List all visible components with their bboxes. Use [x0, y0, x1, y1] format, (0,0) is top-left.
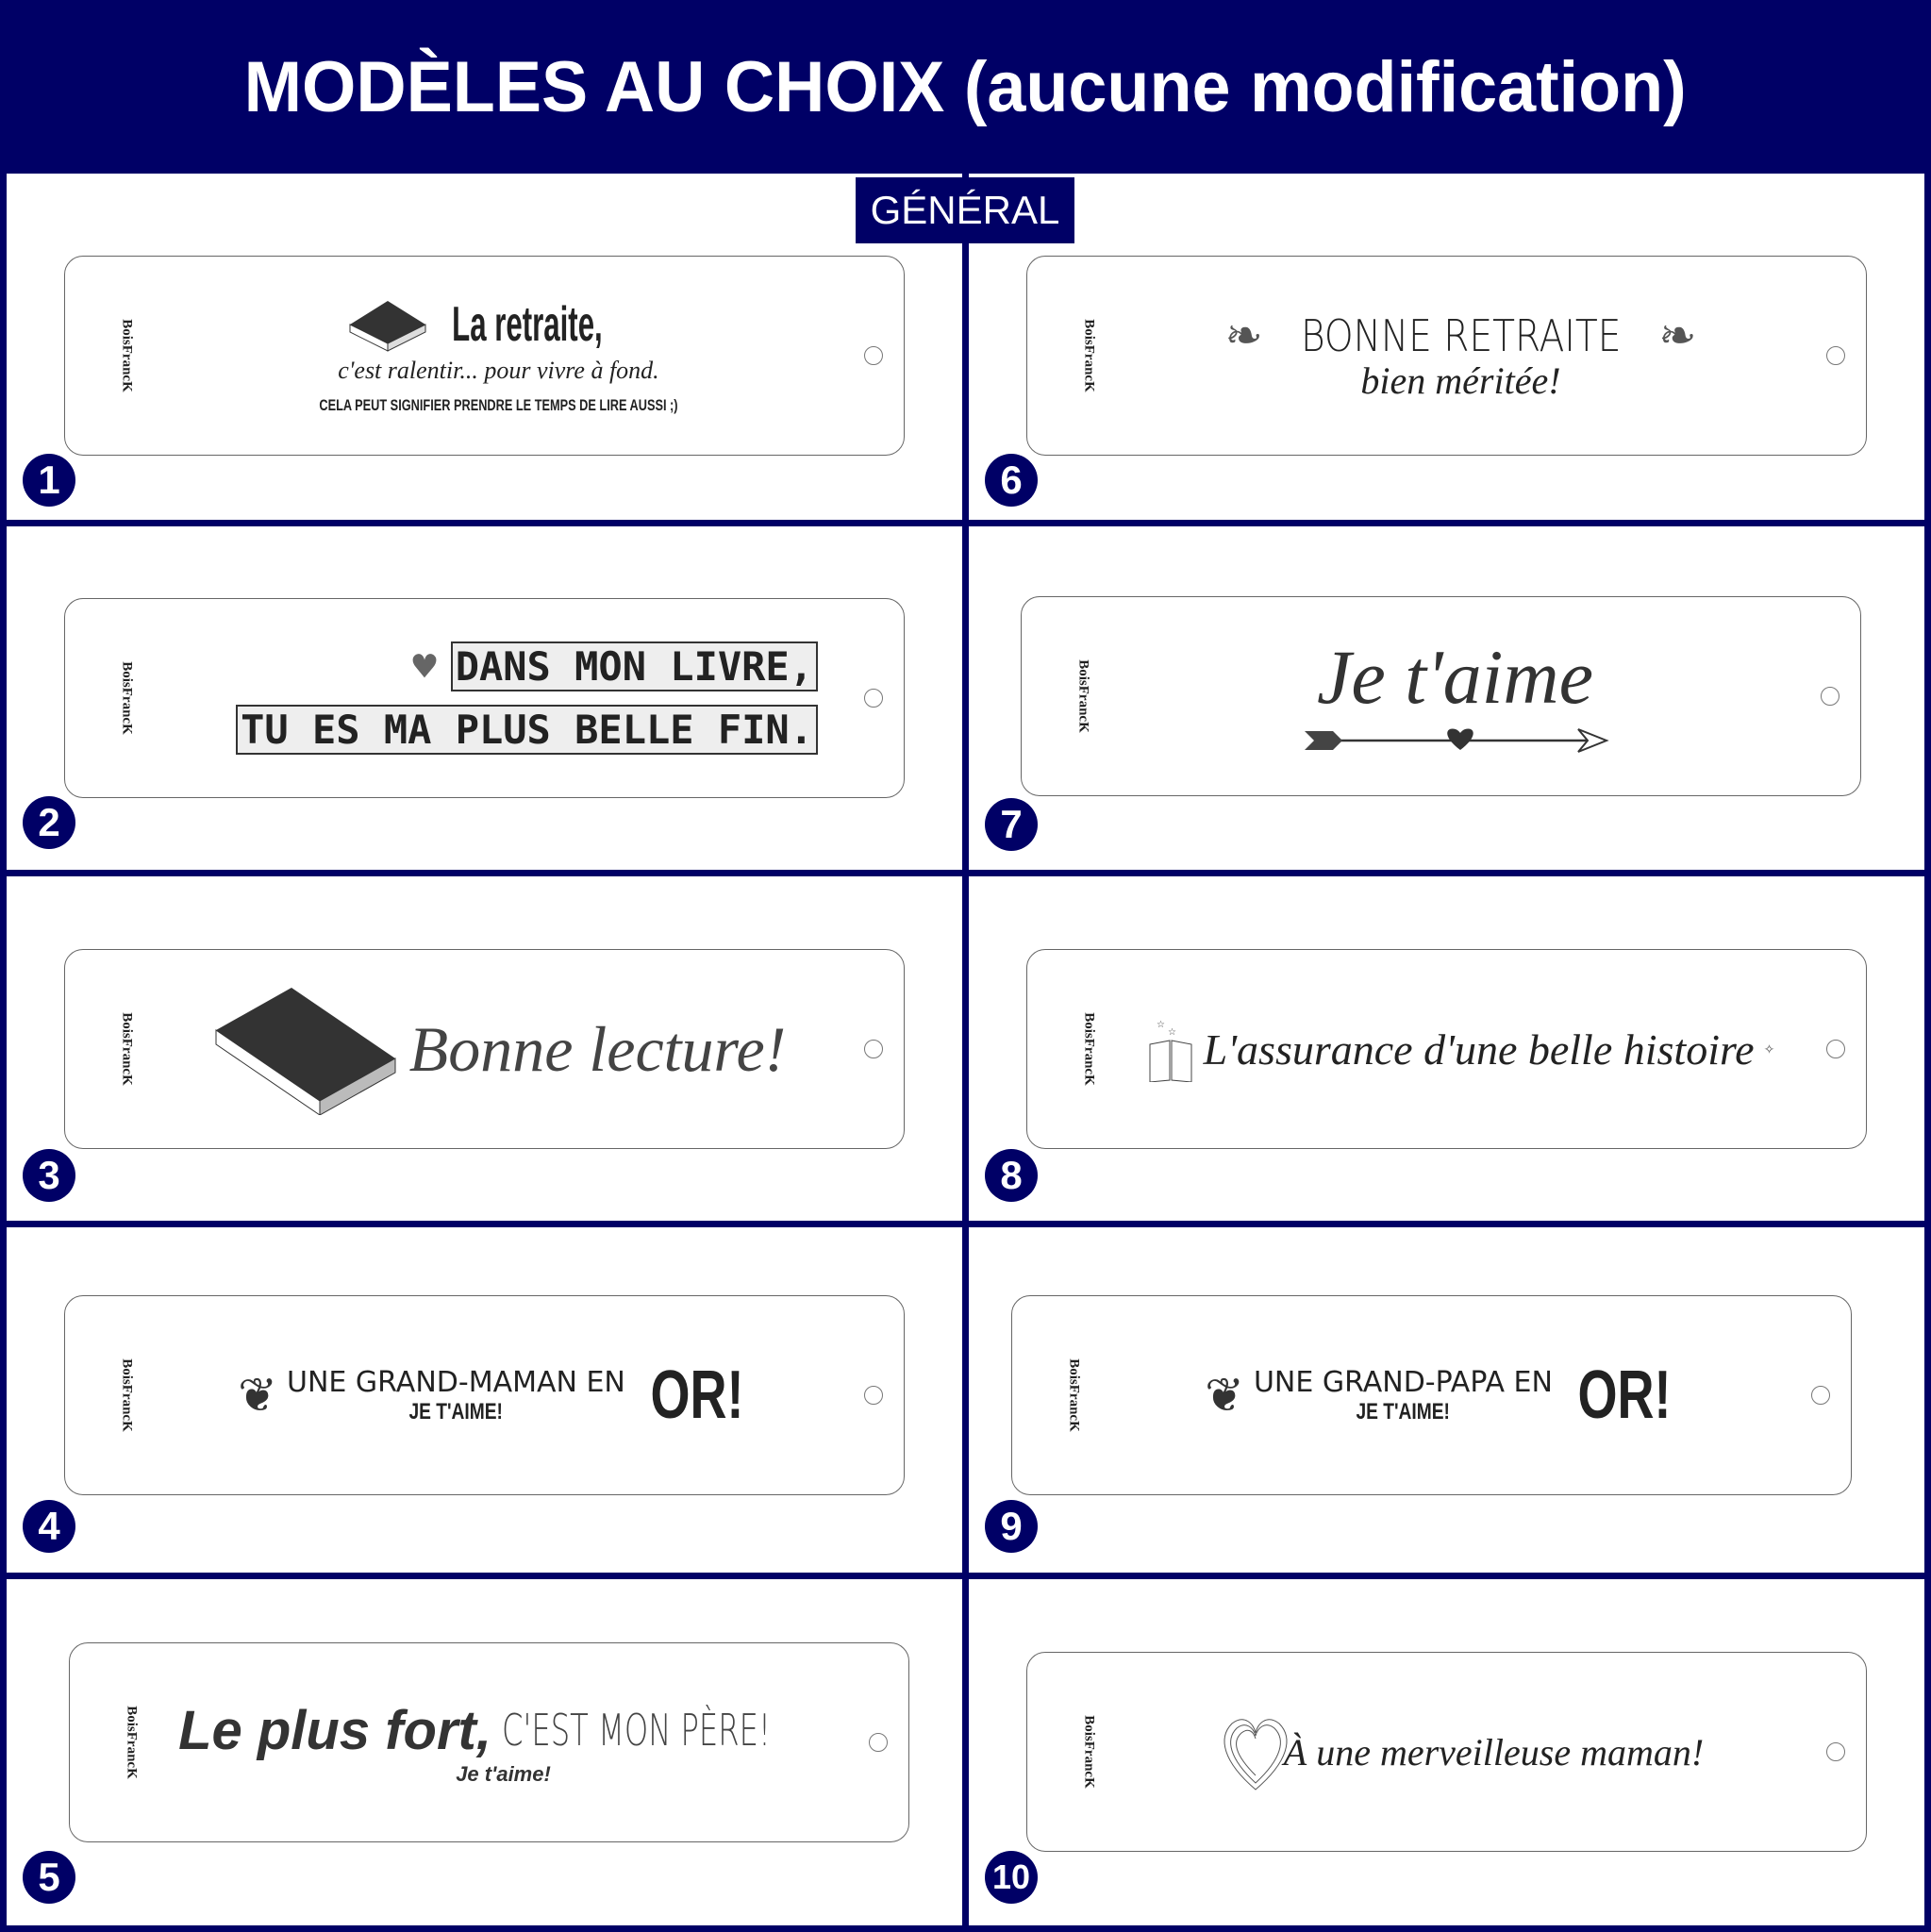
heart-icon: ♥ — [412, 643, 437, 690]
model-number-badge: 7 — [985, 798, 1038, 851]
row-divider — [0, 1573, 1931, 1579]
brand-mark: BoisFrancK — [1081, 1715, 1097, 1789]
model-card-10[interactable]: BoisFrancK À une merveilleuse maman! — [1026, 1652, 1867, 1852]
hole-icon — [1826, 1040, 1845, 1058]
brand-mark: BoisFrancK — [124, 1706, 140, 1779]
model-card-4[interactable]: BoisFrancK ❦ UNE GRAND-MAMAN EN JE T'AIME! OR! — [64, 1295, 905, 1495]
model-card-8[interactable]: BoisFrancK ☆ ☆ L'assurance d'une belle histoire ✧ — [1026, 949, 1867, 1149]
model-number-badge: 2 — [23, 796, 75, 849]
model-number-badge: 6 — [985, 454, 1038, 507]
section-tag-general: GÉNÉRAL — [856, 177, 1074, 243]
model-number-badge: 9 — [985, 1500, 1038, 1553]
page-title: MODÈLES AU CHOIX (aucune modification) — [243, 46, 1688, 127]
brand-mark: BoisFrancK — [119, 319, 135, 392]
hole-icon — [1826, 346, 1845, 365]
hole-icon — [1811, 1386, 1830, 1405]
stars-icon: ✧ — [1763, 1041, 1775, 1057]
brand-mark: BoisFrancK — [1081, 319, 1097, 392]
row-divider — [0, 870, 1931, 876]
model-card-1[interactable]: BoisFrancK La retraite, c'est ralentir... pour vivre à fond. CELA PEUT SIGNIFIER PRENDRE LE TEMPS DE LIRE AUSSI ;) — [64, 256, 905, 456]
svg-text:☆: ☆ — [1156, 1020, 1165, 1030]
brand-mark: BoisFrancK — [119, 1358, 135, 1432]
column-divider — [962, 174, 969, 1932]
book-icon — [345, 296, 430, 353]
laurel-icon: ❧ — [1224, 310, 1263, 361]
hole-icon — [864, 1386, 883, 1405]
hole-icon — [1821, 687, 1839, 706]
model-number-badge: 10 — [985, 1851, 1038, 1904]
bottom-border — [0, 1925, 1931, 1932]
hole-icon — [864, 689, 883, 708]
hole-icon — [864, 1040, 883, 1058]
brand-mark: BoisFrancK — [1066, 1358, 1082, 1432]
open-book-stars-icon — [1147, 1016, 1194, 1082]
model-card-2[interactable]: BoisFrancK ♥ DANS MON LIVRE, TU ES MA PLUS BELLE FIN. — [64, 598, 905, 798]
brand-mark: BoisFrancK — [119, 661, 135, 735]
branch-icon: ❦ — [238, 1369, 278, 1422]
arrow-heart-icon — [1300, 722, 1611, 759]
laurel-icon: ❧ — [1658, 310, 1697, 361]
brand-mark: BoisFrancK — [1075, 659, 1091, 733]
model-card-5[interactable]: BoisFrancK Le plus fort, C'EST MON PÈRE! Je t'aime! — [69, 1642, 909, 1842]
brand-mark: BoisFrancK — [1081, 1012, 1097, 1086]
model-card-9[interactable]: BoisFrancK ❦ UNE GRAND-PAPA EN JE T'AIME! OR! — [1011, 1295, 1852, 1495]
row-divider — [0, 1221, 1931, 1227]
model-number-badge: 8 — [985, 1149, 1038, 1202]
row-divider — [0, 520, 1931, 526]
model-card-3[interactable]: BoisFrancK Bonne lecture! — [64, 949, 905, 1149]
model-number-badge: 4 — [23, 1500, 75, 1553]
svg-text:☆: ☆ — [1167, 1027, 1176, 1038]
header-banner — [0, 0, 1931, 174]
model-card-6[interactable]: BoisFrancK ❧ BONNE RETRAITE ❧ bien méritée! — [1026, 256, 1867, 456]
model-number-badge: 3 — [23, 1149, 75, 1202]
book-icon — [211, 983, 400, 1115]
lined-heart-icon — [1218, 1709, 1293, 1794]
brand-mark: BoisFrancK — [119, 1012, 135, 1086]
hole-icon — [1826, 1742, 1845, 1761]
hole-icon — [864, 346, 883, 365]
hole-icon — [869, 1733, 888, 1752]
model-number-badge: 1 — [23, 454, 75, 507]
model-number-badge: 5 — [23, 1851, 75, 1904]
model-card-7[interactable]: BoisFrancK Je t'aime — [1021, 596, 1861, 796]
branch-icon: ❦ — [1205, 1369, 1244, 1422]
